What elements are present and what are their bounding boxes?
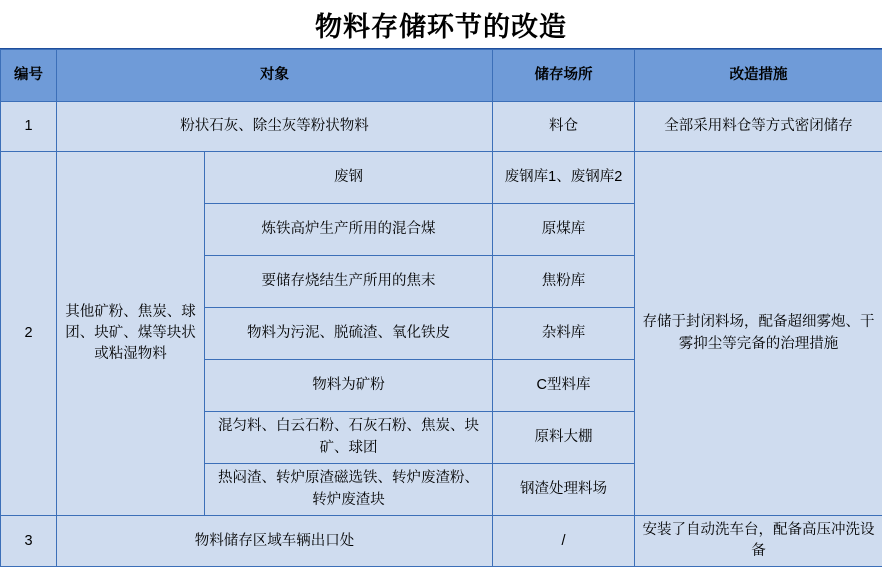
sub-row-object: 混匀料、白云石粉、石灰石粉、焦炭、块矿、球团 xyxy=(205,412,493,464)
row-object: 物料储存区域车辆出口处 xyxy=(57,516,493,567)
sub-row-place: 焦粉库 xyxy=(493,256,635,308)
sub-row-object: 物料为污泥、脱硫渣、氧化铁皮 xyxy=(205,308,493,360)
sub-row-place: 钢渣处理料场 xyxy=(493,464,635,516)
row-place: 料仓 xyxy=(493,102,635,152)
header-object: 对象 xyxy=(57,50,493,102)
table-header-row xyxy=(1,50,882,102)
sub-row-place: 废钢库1、废钢库2 xyxy=(493,152,635,204)
row-no: 3 xyxy=(1,516,57,567)
row-measure: 全部采用料仓等方式密闭储存 xyxy=(635,102,882,152)
table-row xyxy=(1,152,882,204)
row-object-group: 其他矿粉、焦炭、球团、块矿、煤等块状或粘湿物料 xyxy=(57,152,205,516)
row-no: 2 xyxy=(1,152,57,516)
sub-row-place: C型料库 xyxy=(493,360,635,412)
table-row xyxy=(1,516,882,567)
document-title-bar xyxy=(0,0,882,49)
sub-row-object: 废钢 xyxy=(205,152,493,204)
sub-row-place: 原煤库 xyxy=(493,204,635,256)
table-row xyxy=(1,102,882,152)
page-title: 物料存储环节的改造 xyxy=(315,11,567,42)
sub-row-object: 物料为矿粉 xyxy=(205,360,493,412)
row-object: 粉状石灰、除尘灰等粉状物料 xyxy=(57,102,493,152)
row-measure: 存储于封闭料场，配备超细雾炮、干雾抑尘等完备的治理措施 xyxy=(635,152,882,516)
row-no: 1 xyxy=(1,102,57,152)
header-measure: 改造措施 xyxy=(635,50,882,102)
sub-row-object: 热闷渣、转炉原渣磁选铁、转炉废渣粉、转炉废渣块 xyxy=(205,464,493,516)
storage-retrofit-table xyxy=(0,49,882,567)
header-place: 储存场所 xyxy=(493,50,635,102)
row-measure: 安装了自动洗车台，配备高压冲洗设备 xyxy=(635,516,882,567)
row-place: / xyxy=(493,516,635,567)
sub-row-object: 要储存烧结生产所用的焦末 xyxy=(205,256,493,308)
sub-row-place: 杂料库 xyxy=(493,308,635,360)
sub-row-place: 原料大棚 xyxy=(493,412,635,464)
header-no: 编号 xyxy=(1,50,57,102)
sub-row-object: 炼铁高炉生产所用的混合煤 xyxy=(205,204,493,256)
